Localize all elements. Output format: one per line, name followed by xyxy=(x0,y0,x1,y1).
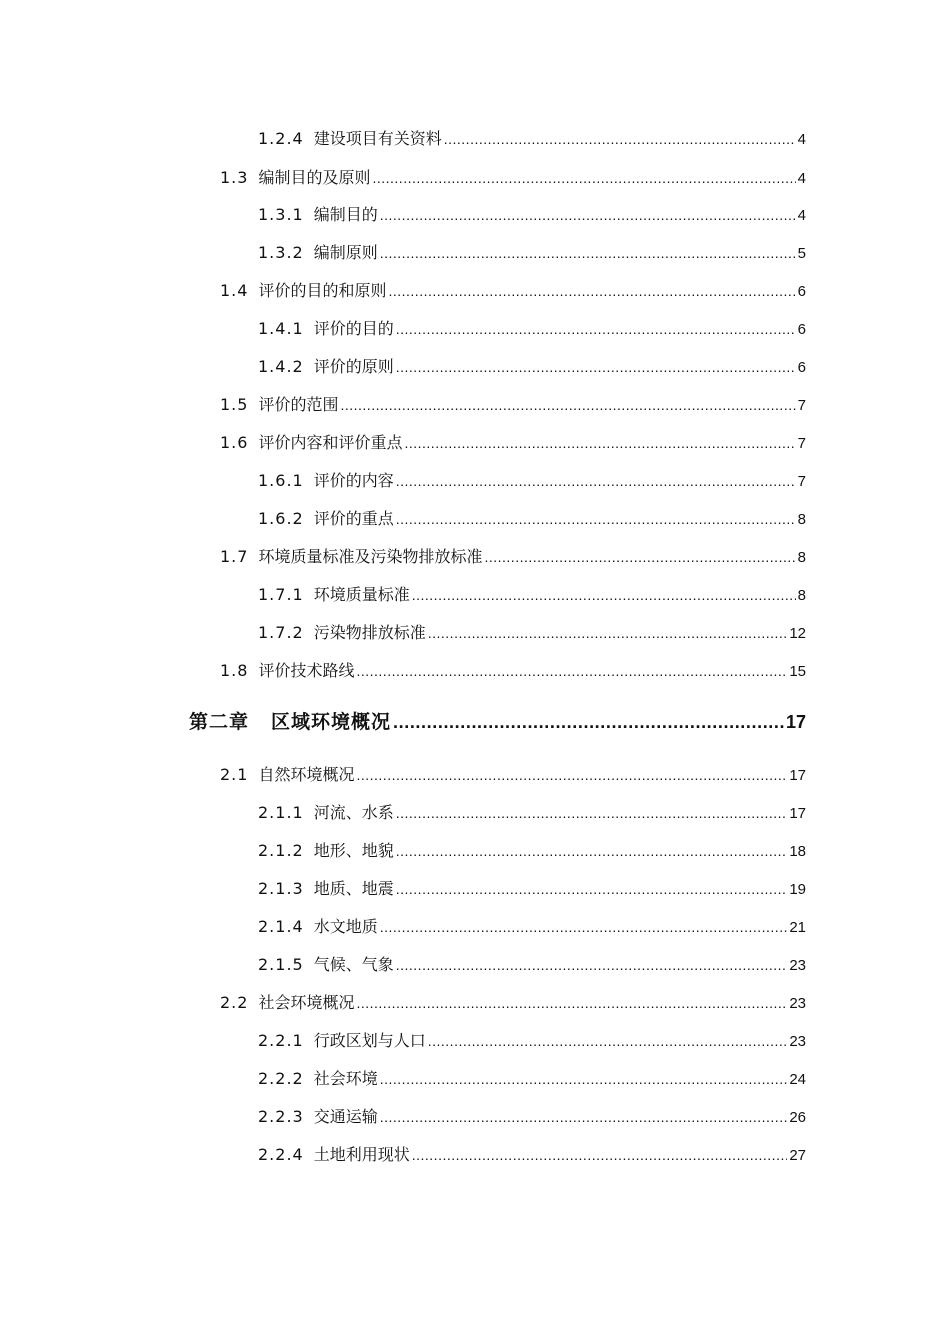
toc-entry-title: 评价的内容 xyxy=(313,471,394,490)
toc-entry-title: 编制原则 xyxy=(313,243,378,262)
toc-entry-page: 6 xyxy=(797,321,806,338)
toc-entry-number: 1.4 xyxy=(220,281,249,300)
toc-entry-number: 1.7.2 xyxy=(258,623,304,642)
toc-entry-page: 6 xyxy=(797,359,806,376)
toc-dot-leader xyxy=(388,280,795,302)
toc-entry-number: 1.3.1 xyxy=(258,205,304,224)
toc-entry-title: 环境质量标准及污染物排放标准 xyxy=(258,547,483,566)
toc-entry-title: 编制目的 xyxy=(313,205,378,224)
toc-entry-number: 2.1.5 xyxy=(258,955,304,974)
toc-entry-page: 7 xyxy=(797,435,806,452)
toc-entry-page: 4 xyxy=(797,131,806,148)
toc-entry-page: 19 xyxy=(789,881,806,898)
toc-entry-number: 1.3 xyxy=(220,168,249,187)
toc-entry[interactable] xyxy=(258,916,806,938)
toc-entry[interactable] xyxy=(220,394,806,416)
toc-entry-title: 评价的范围 xyxy=(258,395,339,414)
toc-entry[interactable] xyxy=(258,356,806,378)
toc-entry[interactable] xyxy=(258,1068,806,1090)
toc-entry-number: 1.2.4 xyxy=(258,129,304,148)
toc-entry-number: 2.2.4 xyxy=(258,1145,304,1164)
toc-entry-page: 23 xyxy=(789,957,806,974)
toc-entry-title: 土地利用现状 xyxy=(313,1145,410,1164)
toc-dot-leader xyxy=(380,916,788,938)
toc-entry-title: 评价的目的 xyxy=(313,319,394,338)
toc-entry[interactable] xyxy=(258,878,806,900)
toc-entry-page: 12 xyxy=(789,625,806,642)
toc-dot-leader xyxy=(340,394,795,416)
toc-entry[interactable] xyxy=(258,1106,806,1128)
toc-dot-leader xyxy=(396,508,796,530)
toc-dot-leader xyxy=(380,1106,788,1128)
toc-entry-title: 水文地质 xyxy=(313,917,378,936)
toc-entry-page: 8 xyxy=(797,587,806,604)
toc-entry[interactable] xyxy=(258,1144,806,1166)
toc-entry[interactable] xyxy=(220,660,806,682)
toc-entry-page: 17 xyxy=(789,767,806,784)
toc-dot-leader xyxy=(396,878,788,900)
toc-entry-number: 1.6 xyxy=(220,433,249,452)
toc-entry-page: 8 xyxy=(797,549,806,566)
toc-entry-number: 2.2.3 xyxy=(258,1107,304,1126)
toc-entry-number: 2.2 xyxy=(220,993,249,1012)
toc-dot-leader xyxy=(396,954,788,976)
toc-entry-title: 编制目的及原则 xyxy=(258,168,371,187)
toc-entry-page: 27 xyxy=(789,1147,806,1164)
toc-entry-title: 地质、地震 xyxy=(313,879,394,898)
toc-entry-title: 社会环境 xyxy=(313,1069,378,1088)
toc-entry[interactable] xyxy=(258,840,806,862)
toc-dot-leader xyxy=(356,660,787,682)
toc-entry-number: 1.6.2 xyxy=(258,509,304,528)
toc-entry[interactable] xyxy=(258,318,806,340)
toc-entry[interactable] xyxy=(220,432,806,454)
toc-entry[interactable] xyxy=(258,204,806,226)
toc-entry-number: 1.3.2 xyxy=(258,243,304,262)
toc-entry-number: 1.4.2 xyxy=(258,357,304,376)
toc-dot-leader xyxy=(372,167,795,189)
toc-chapter-number: 第二章 xyxy=(189,711,250,733)
toc-entry-number: 2.1.3 xyxy=(258,879,304,898)
toc-dot-leader xyxy=(396,356,796,378)
toc-entry-page: 7 xyxy=(797,473,806,490)
toc-dot-leader xyxy=(484,546,795,568)
toc-entry-title: 评价的目的和原则 xyxy=(258,281,387,300)
toc-entry[interactable] xyxy=(258,584,806,606)
toc-dot-leader xyxy=(396,470,796,492)
toc-chapter-entry[interactable] xyxy=(189,709,806,735)
toc-chapter-page: 17 xyxy=(785,712,806,732)
toc-dot-leader xyxy=(412,1144,788,1166)
toc-entry-page: 17 xyxy=(789,805,806,822)
toc-dot-leader xyxy=(396,318,796,340)
toc-entry[interactable] xyxy=(258,128,806,150)
toc-dot-leader xyxy=(396,802,788,824)
toc-entry-title: 气候、气象 xyxy=(313,955,394,974)
toc-dot-leader xyxy=(412,584,796,606)
toc-chapter-title: 区域环境概况 xyxy=(271,711,392,733)
toc-entry-number: 1.4.1 xyxy=(258,319,304,338)
toc-entry-page: 5 xyxy=(797,245,806,262)
toc-entry-page: 23 xyxy=(789,1033,806,1050)
toc-dot-leader xyxy=(380,1068,788,1090)
toc-dot-leader xyxy=(380,204,796,226)
toc-dot-leader xyxy=(444,128,796,150)
toc-entry[interactable] xyxy=(258,954,806,976)
toc-dot-leader xyxy=(356,764,787,786)
toc-entry-number: 1.7.1 xyxy=(258,585,304,604)
toc-entry[interactable] xyxy=(258,622,806,644)
toc-entry[interactable] xyxy=(258,470,806,492)
toc-entry[interactable] xyxy=(220,167,806,189)
toc-entry[interactable] xyxy=(258,508,806,530)
toc-dot-leader xyxy=(356,992,787,1014)
toc-entry-title: 评价的重点 xyxy=(313,509,394,528)
toc-entry-title: 评价内容和评价重点 xyxy=(258,433,403,452)
toc-entry-number: 2.1 xyxy=(220,765,249,784)
toc-entry-page: 21 xyxy=(789,919,806,936)
toc-entry-title: 评价技术路线 xyxy=(258,661,355,680)
toc-entry[interactable] xyxy=(258,802,806,824)
toc-dot-leader xyxy=(404,432,795,454)
toc-entry-number: 2.1.2 xyxy=(258,841,304,860)
toc-entry-page: 26 xyxy=(789,1109,806,1126)
toc-entry-number: 1.8 xyxy=(220,661,249,680)
toc-dot-leader xyxy=(396,840,788,862)
toc-entry-number: 1.6.1 xyxy=(258,471,304,490)
toc-dot-leader xyxy=(428,1030,788,1052)
toc-entry-page: 15 xyxy=(789,663,806,680)
toc-entry-title: 自然环境概况 xyxy=(258,765,355,784)
toc-entry-page: 6 xyxy=(797,283,806,300)
toc-entry[interactable] xyxy=(220,280,806,302)
toc-entry[interactable] xyxy=(220,546,806,568)
toc-entry[interactable] xyxy=(220,764,806,786)
toc-entry-number: 2.1.1 xyxy=(258,803,304,822)
toc-entry-page: 7 xyxy=(797,397,806,414)
toc-entry-title: 地形、地貌 xyxy=(313,841,394,860)
toc-entry-page: 8 xyxy=(797,511,806,528)
toc-entry[interactable] xyxy=(220,992,806,1014)
toc-entry-title: 评价的原则 xyxy=(313,357,394,376)
toc-entry-page: 4 xyxy=(797,207,806,224)
toc-entry-page: 24 xyxy=(789,1071,806,1088)
toc-dot-leader xyxy=(380,242,796,264)
toc-dot-leader xyxy=(428,622,788,644)
toc-entry-title: 建设项目有关资料 xyxy=(313,129,442,148)
toc-entry-title: 行政区划与人口 xyxy=(313,1031,426,1050)
toc-entry-page: 18 xyxy=(789,843,806,860)
toc-entry-title: 社会环境概况 xyxy=(258,993,355,1012)
toc-entry[interactable] xyxy=(258,242,806,264)
toc-entry-title: 交通运输 xyxy=(313,1107,378,1126)
toc-entry-title: 环境质量标准 xyxy=(313,585,410,604)
toc-dot-leader xyxy=(393,709,784,735)
toc-entry-number: 2.2.2 xyxy=(258,1069,304,1088)
toc-entry-number: 1.5 xyxy=(220,395,249,414)
toc-entry-title: 污染物排放标准 xyxy=(313,623,426,642)
toc-entry-page: 4 xyxy=(797,170,806,187)
toc-entry-title: 河流、水系 xyxy=(313,803,394,822)
toc-entry[interactable] xyxy=(258,1030,806,1052)
toc-entry-page: 23 xyxy=(789,995,806,1012)
toc-entry-number: 2.2.1 xyxy=(258,1031,304,1050)
toc-entry-number: 1.7 xyxy=(220,547,249,566)
toc-entry-number: 2.1.4 xyxy=(258,917,304,936)
